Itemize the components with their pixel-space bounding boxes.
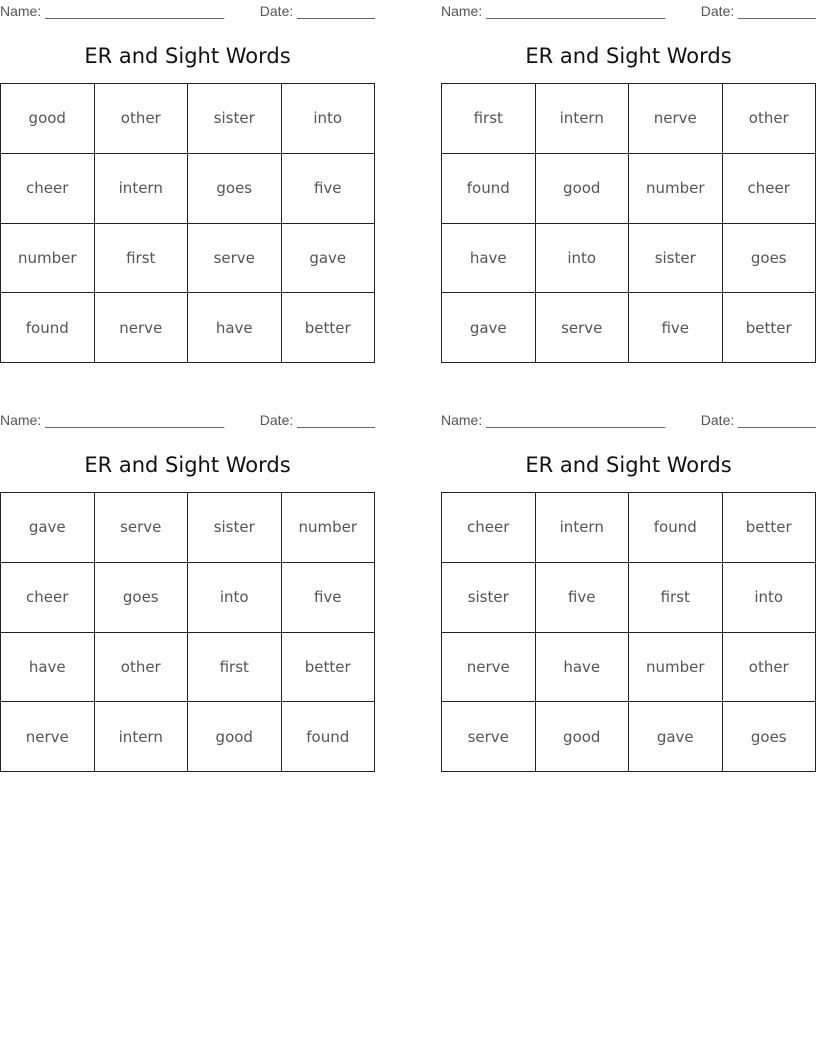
word-cell: number [281,493,375,563]
word-cell: other [722,632,816,702]
word-cell: intern [535,84,629,154]
word-cell: goes [94,562,188,632]
word-cell: found [1,293,95,363]
word-cell: serve [535,293,629,363]
word-cell: into [281,84,375,154]
word-cell: five [281,562,375,632]
card-title: ER and Sight Words [84,453,291,477]
card-title: ER and Sight Words [525,44,732,68]
word-cell: other [94,84,188,154]
card-header [441,0,816,22]
word-cell: goes [722,223,816,293]
word-grid [0,492,375,772]
card-title: ER and Sight Words [525,453,732,477]
word-cell: nerve [1,702,95,772]
grid-row [442,632,816,702]
name-field: Name: _______________________ [0,412,225,428]
word-cell: intern [535,493,629,563]
word-cell: good [535,153,629,223]
word-cell: have [442,223,536,293]
word-cell: nerve [442,632,536,702]
name-field: Name: _______________________ [0,3,225,19]
word-cell: intern [94,153,188,223]
word-cell: into [188,562,282,632]
word-cell: serve [442,702,536,772]
grid-row [1,293,375,363]
word-cell: serve [188,223,282,293]
date-field: Date: __________ [259,3,375,19]
grid-row [1,223,375,293]
word-cell: number [629,153,723,223]
grid-row [1,153,375,223]
grid-row [1,632,375,702]
word-cell: five [281,153,375,223]
word-grid [441,492,816,772]
card-header [441,409,816,431]
word-cell: found [281,702,375,772]
word-cell: sister [442,562,536,632]
word-cell: first [629,562,723,632]
word-cell: first [188,632,282,702]
word-grid [441,83,816,363]
word-cell: cheer [442,493,536,563]
word-cell: serve [94,493,188,563]
date-field: Date: __________ [700,3,816,19]
bingo-card-3 [0,409,375,746]
word-cell: goes [722,702,816,772]
word-cell: into [535,223,629,293]
word-cell: nerve [629,84,723,154]
word-cell: good [188,702,282,772]
word-cell: gave [281,223,375,293]
word-cell: goes [188,153,282,223]
word-cell: found [442,153,536,223]
card-header [0,409,375,431]
word-cell: sister [629,223,723,293]
word-cell: sister [188,84,282,154]
word-cell: better [722,493,816,563]
grid-row [442,562,816,632]
grid-row [1,493,375,563]
grid-row [1,702,375,772]
word-cell: first [94,223,188,293]
grid-row [442,153,816,223]
word-cell: better [281,293,375,363]
word-cell: gave [629,702,723,772]
word-cell: sister [188,493,282,563]
word-cell: gave [442,293,536,363]
grid-row [442,84,816,154]
card-header [0,0,375,22]
grid-row [442,702,816,772]
word-cell: other [722,84,816,154]
word-cell: five [629,293,723,363]
word-cell: cheer [1,562,95,632]
word-cell: into [722,562,816,632]
bingo-card-4 [441,409,816,746]
word-cell: have [1,632,95,702]
grid-row [442,293,816,363]
grid-row [442,493,816,563]
name-field: Name: _______________________ [441,412,666,428]
grid-row [442,223,816,293]
bingo-card-1 [0,0,375,337]
word-cell: number [1,223,95,293]
word-cell: have [188,293,282,363]
word-cell: gave [1,493,95,563]
word-cell: cheer [722,153,816,223]
word-cell: better [281,632,375,702]
word-cell: have [535,632,629,702]
grid-row [1,562,375,632]
word-cell: nerve [94,293,188,363]
word-cell: cheer [1,153,95,223]
word-cell: five [535,562,629,632]
date-field: Date: __________ [259,412,375,428]
word-cell: better [722,293,816,363]
word-cell: good [1,84,95,154]
word-cell: found [629,493,723,563]
word-cell: first [442,84,536,154]
word-grid [0,83,375,363]
card-title: ER and Sight Words [84,44,291,68]
name-field: Name: _______________________ [441,3,666,19]
word-cell: good [535,702,629,772]
word-cell: intern [94,702,188,772]
bingo-card-2 [441,0,816,337]
word-cell: other [94,632,188,702]
grid-row [1,84,375,154]
date-field: Date: __________ [700,412,816,428]
word-cell: number [629,632,723,702]
